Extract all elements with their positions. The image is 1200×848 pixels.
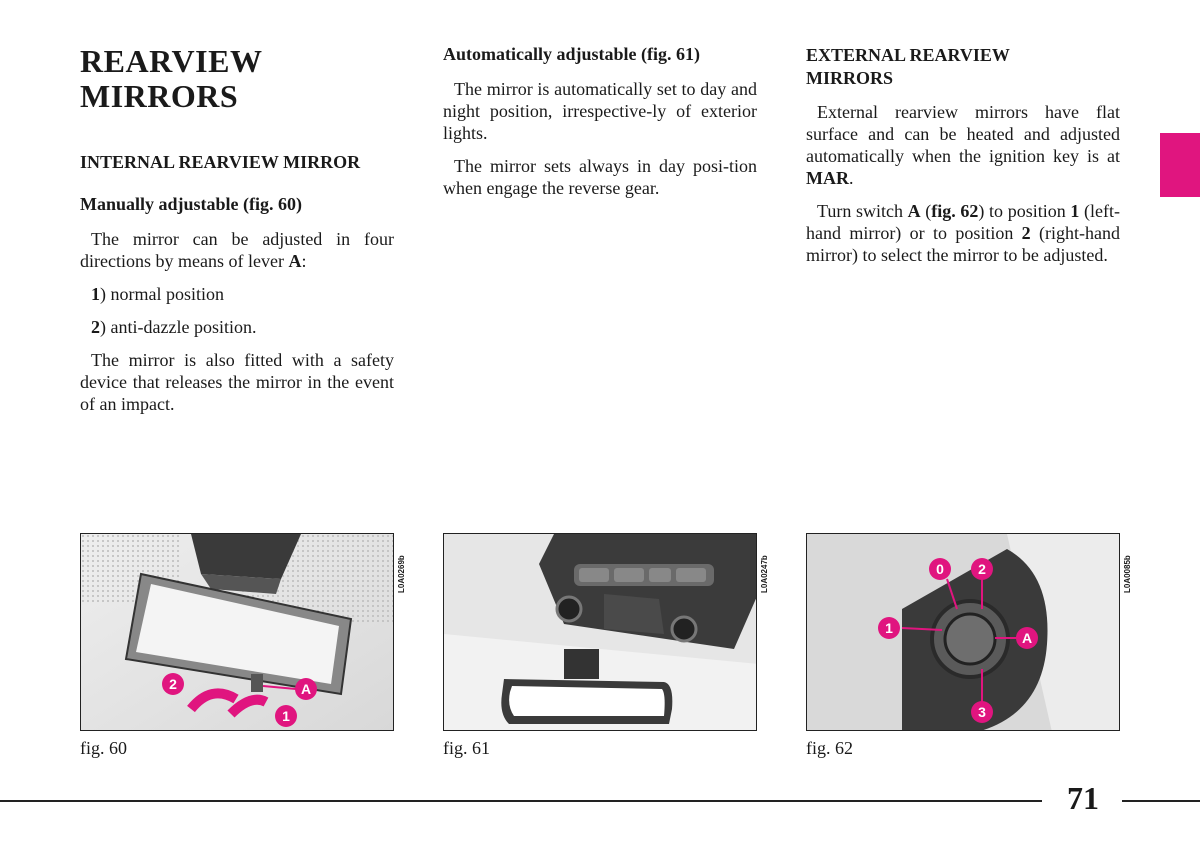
footer-rule-left [0, 800, 1042, 802]
figure-61-code: L0A0247b [760, 555, 769, 593]
paragraph: The mirror sets always in day posi-tion when engage the reverse gear. [443, 155, 757, 198]
figure-62-caption: fig. 62 [806, 738, 853, 758]
figure-61-caption: fig. 61 [443, 738, 490, 758]
page-number: 71 [1067, 780, 1099, 816]
paragraph: The mirror can be adjusted in four directions by means of lever A: [80, 228, 394, 271]
paragraph: Turn switch A (fig. 62) to position 1 (left-hand mirror) or to position 2 (right-hand mirror) to select the mirror to be adjusted. [806, 201, 1120, 265]
callout-0: 0 [936, 561, 944, 577]
page-title: REARVIEW MIRRORS [80, 43, 263, 115]
list-item: 1) normal position [91, 283, 224, 304]
figure-62-code: L0A0085b [1123, 555, 1132, 593]
figure-62-image [806, 533, 1120, 731]
paragraph: The mirror is also fitted with a safety device that releases the mirror in the event of an impact. [80, 349, 394, 414]
column-3 [806, 44, 1120, 277]
section-heading-internal: INTERNAL REARVIEW MIRROR [80, 152, 361, 173]
figure-60-image [80, 533, 394, 731]
subheading-manual: Manually adjustable (fig. 60) [80, 193, 303, 214]
callout-3: 3 [978, 704, 986, 720]
figure-61-image [443, 533, 757, 731]
section-heading-external: EXTERNAL REARVIEW MIRRORS [806, 45, 1010, 88]
callout-2: 2 [978, 561, 986, 577]
column-2 [443, 44, 757, 210]
callout-2: 2 [169, 676, 177, 692]
subheading-automatic: Automatically adjustable (fig. 61) [443, 44, 700, 64]
callout-A: A [300, 681, 312, 697]
section-tab [1160, 133, 1200, 197]
callout-1: 1 [885, 620, 893, 636]
callout-A: A [1021, 630, 1033, 646]
callout-1: 1 [282, 708, 290, 724]
paragraph: External rearview mirrors have flat surface and can be heated and adjusted automatically when the ignition key is at MAR. [806, 102, 1120, 188]
footer-rule-right [1122, 800, 1200, 802]
paragraph: The mirror is automatically set to day and night position, irrespective-ly of exterior lights. [443, 78, 757, 143]
figure-60-caption: fig. 60 [80, 738, 127, 758]
list-item: 2) anti-dazzle position. [91, 316, 257, 337]
figure-60-code: L0A0269b [397, 555, 406, 593]
column-1 [80, 44, 394, 426]
